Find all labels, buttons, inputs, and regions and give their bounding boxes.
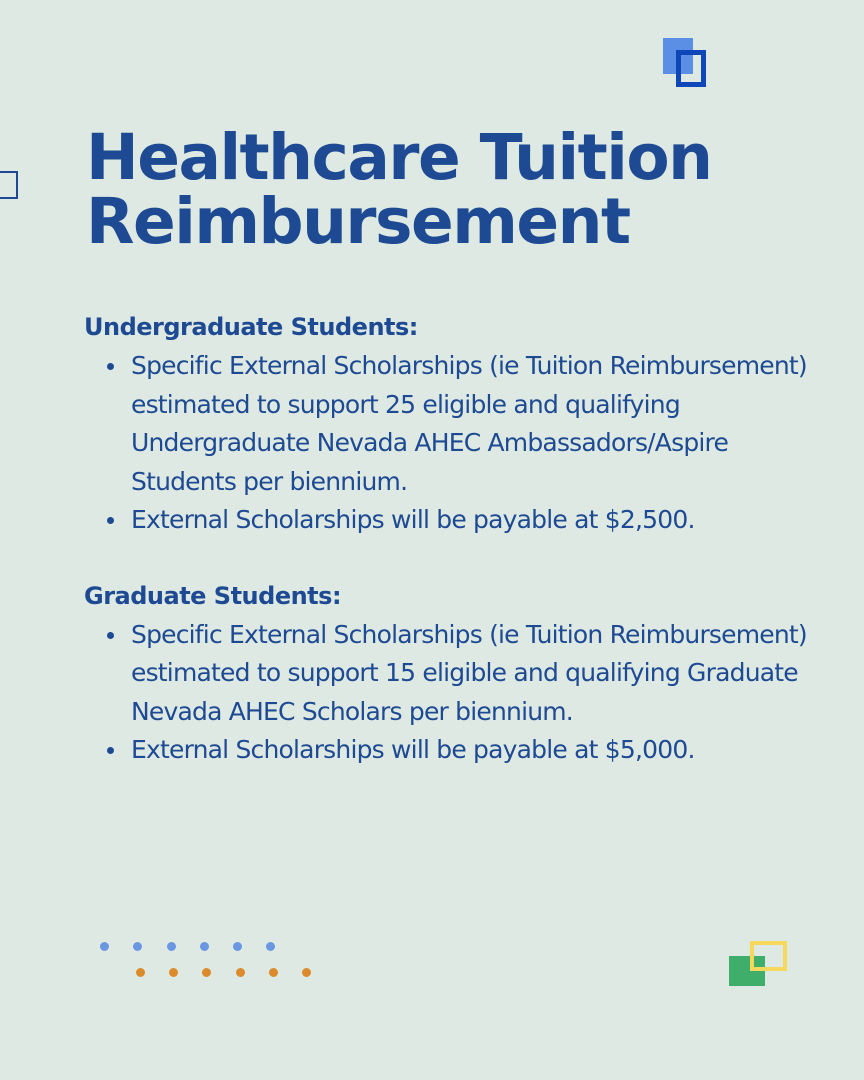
decorative-square-yellow-outline xyxy=(750,941,787,971)
bullet-item: Specific External Scholarships (ie Tuition Reimbursement) estimated to support 25 eligible and qualifying Undergraduate Nevada AHEC Ambassadors/Aspire Students per biennium. xyxy=(131,347,824,501)
bullet-list xyxy=(84,347,824,540)
decorative-dot-orange xyxy=(302,968,311,977)
decorative-dot-blue xyxy=(133,942,142,951)
decorative-square-left xyxy=(0,171,18,199)
bullet-list xyxy=(84,616,824,770)
content-body xyxy=(84,309,824,808)
section-undergraduate xyxy=(84,309,824,540)
decorative-dot-orange xyxy=(202,968,211,977)
section-heading: Graduate Students: xyxy=(84,581,342,610)
section-heading: Undergraduate Students: xyxy=(84,313,418,341)
decorative-square-outline xyxy=(676,50,706,87)
decorative-dot-orange xyxy=(169,968,178,977)
bullet-item: Specific External Scholarships (ie Tuition Reimbursement) estimated to support 15 eligible and qualifying Graduate Nevada AHEC Scholars per biennium. xyxy=(131,616,824,732)
bullet-item: External Scholarships will be payable at $5,000. xyxy=(131,731,824,770)
decorative-dot-orange xyxy=(136,968,145,977)
decorative-dot-blue xyxy=(167,942,176,951)
decorative-dot-blue xyxy=(100,942,109,951)
decorative-dot-orange xyxy=(269,968,278,977)
section-graduate xyxy=(84,578,824,770)
bullet-item: External Scholarships will be payable at $2,500. xyxy=(131,501,824,540)
decorative-dot-blue xyxy=(233,942,242,951)
decorative-dot-blue xyxy=(266,942,275,951)
page-title: Healthcare Tuition Reimbursement xyxy=(86,121,712,258)
decorative-dot-orange xyxy=(236,968,245,977)
decorative-dot-blue xyxy=(200,942,209,951)
